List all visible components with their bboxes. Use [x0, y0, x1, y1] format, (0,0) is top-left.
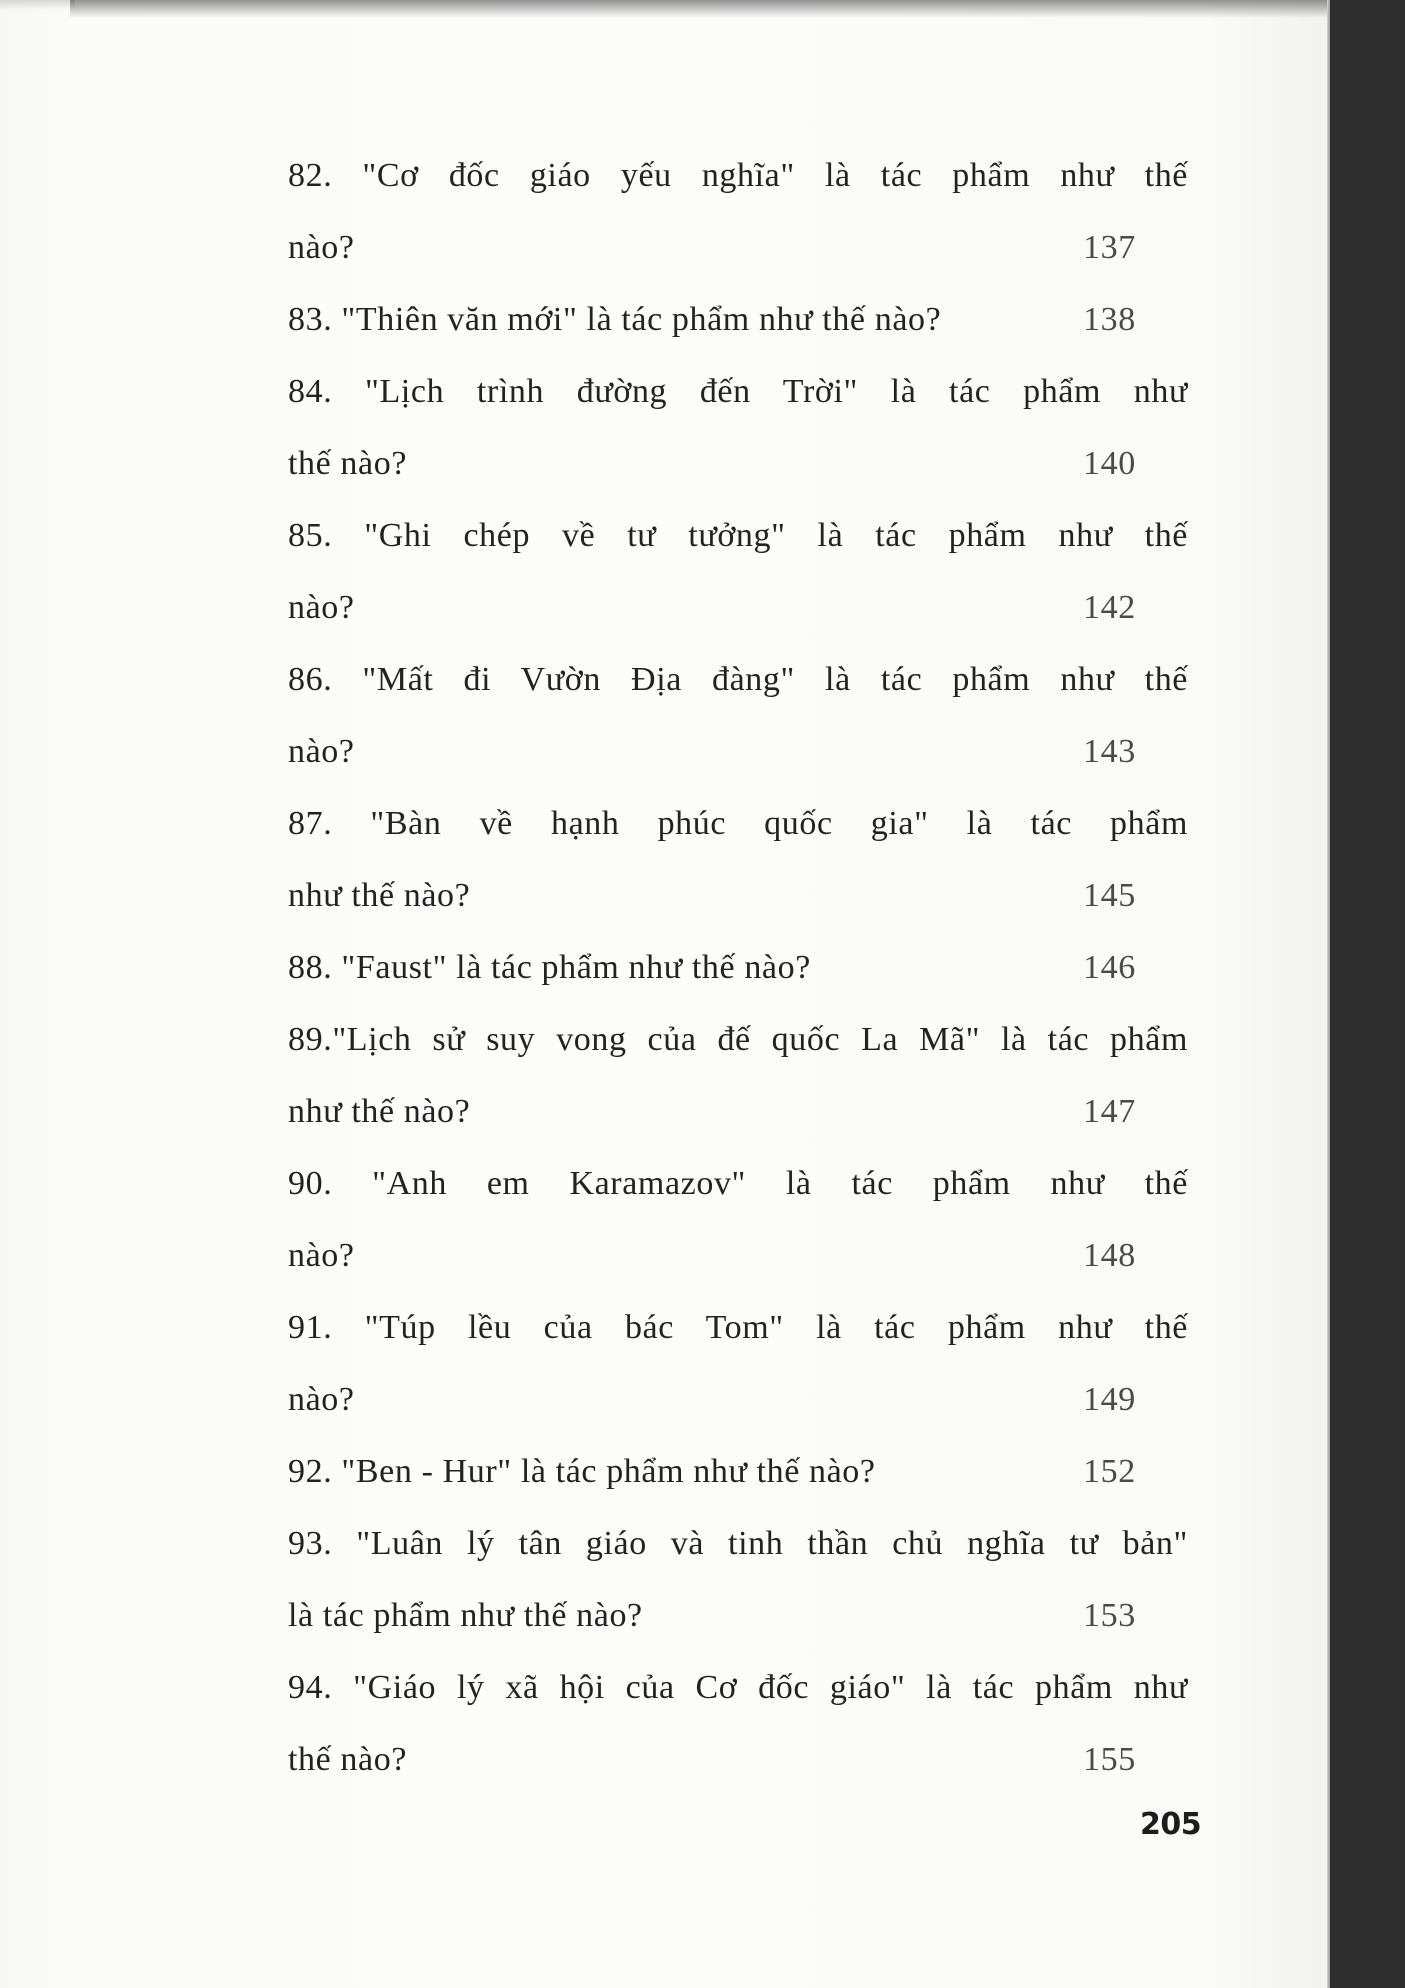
- entry-title: "Túp lều của bác Tom" là tác phẩm như thế: [364, 1309, 1188, 1346]
- entry-title: "Giáo lý xã hội của Cơ đốc giáo" là tác phẩm như: [353, 1669, 1188, 1706]
- entry-title: "Bàn về hạnh phúc quốc gia" là tác phẩm: [370, 805, 1188, 842]
- entry-title-continued: thế nào?: [288, 1741, 408, 1778]
- entry-title-continued: là tác phẩm như thế nào?: [288, 1597, 643, 1634]
- entry-title-continued: thế nào?: [288, 445, 408, 482]
- toc-entry-84-line2: [288, 428, 1188, 500]
- toc-entry-94-line2: [288, 1724, 1188, 1796]
- entry-title-continued: nào?: [288, 733, 355, 770]
- toc-entry-93-line2: [288, 1580, 1188, 1652]
- entry-title: "Mất đi Vườn Địa đàng" là tác phẩm như thế: [362, 661, 1188, 698]
- entry-title: "Cơ đốc giáo yếu nghĩa" là tác phẩm như thế: [362, 157, 1188, 194]
- toc-entry-85-line2: [288, 572, 1188, 644]
- entry-number: 88.: [288, 949, 333, 986]
- entry-title: "Thiên văn mới" là tác phẩm như thế nào?: [341, 301, 942, 338]
- toc-entry-85-line1: [288, 500, 1188, 572]
- entry-title-continued: nào?: [288, 1381, 355, 1418]
- entry-title: "Ghi chép về tư tưởng" là tác phẩm như thế: [364, 517, 1188, 554]
- toc-entry-86-line1: [288, 644, 1188, 716]
- toc-entry-87-line1: [288, 788, 1188, 860]
- entry-page-number: 149: [1083, 1381, 1136, 1418]
- toc-entry-83: [288, 284, 1188, 356]
- entry-title: "Lịch trình đường đến Trời" là tác phẩm như: [365, 373, 1188, 410]
- entry-title-continued: nào?: [288, 229, 355, 266]
- entry-number: 87.: [288, 805, 333, 842]
- toc-entry-89-line1: [288, 1004, 1188, 1076]
- entry-title-continued: như thế nào?: [288, 877, 471, 914]
- entry-number: 94.: [288, 1669, 333, 1706]
- entry-number: 91.: [288, 1309, 333, 1346]
- entry-number: 93.: [288, 1525, 333, 1562]
- entry-title: "Luân lý tân giáo và tinh thần chủ nghĩa tư bản": [356, 1525, 1188, 1562]
- top-shadow: [70, 0, 1332, 18]
- entry-number: 84.: [288, 373, 333, 410]
- entry-page-number: 142: [1083, 589, 1136, 626]
- entry-title-continued: nào?: [288, 589, 355, 626]
- entry-page-number: 138: [1083, 301, 1136, 338]
- entry-title: "Faust" là tác phẩm như thế nào?: [341, 949, 811, 986]
- entry-title: "Ben - Hur" là tác phẩm như thế nào?: [341, 1453, 876, 1490]
- table-of-contents: [288, 140, 1188, 1796]
- entry-title-continued: nào?: [288, 1237, 355, 1274]
- entry-page-number: 148: [1083, 1237, 1136, 1274]
- entry-number: 82.: [288, 157, 333, 194]
- top-shadow-left: [0, 0, 75, 10]
- toc-entry-82-line1: [288, 140, 1188, 212]
- toc-entry-84-line1: [288, 356, 1188, 428]
- toc-entry-93-line1: [288, 1508, 1188, 1580]
- entry-page-number: 140: [1083, 445, 1136, 482]
- entry-number: 89.: [288, 1021, 333, 1058]
- entry-title: "Lịch sử suy vong của đế quốc La Mã" là tác phẩm: [332, 1021, 1188, 1058]
- toc-entry-89-line2: [288, 1076, 1188, 1148]
- entry-title: "Anh em Karamazov" là tác phẩm như thế: [372, 1165, 1188, 1202]
- entry-number: 83.: [288, 301, 333, 338]
- entry-page-number: 145: [1083, 877, 1136, 914]
- entry-page-number: 147: [1083, 1093, 1136, 1130]
- entry-title-continued: như thế nào?: [288, 1093, 471, 1130]
- entry-number: 86.: [288, 661, 333, 698]
- entry-page-number: 146: [1083, 949, 1136, 986]
- scan-background-edge: [1330, 0, 1405, 1988]
- page-number: 205: [1140, 1807, 1202, 1842]
- toc-entry-90-line2: [288, 1220, 1188, 1292]
- toc-entry-90-line1: [288, 1148, 1188, 1220]
- toc-entry-92: [288, 1436, 1188, 1508]
- entry-page-number: 152: [1083, 1453, 1136, 1490]
- toc-entry-82-line2: [288, 212, 1188, 284]
- entry-number: 90.: [288, 1165, 333, 1202]
- toc-entry-94-line1: [288, 1652, 1188, 1724]
- entry-number: 92.: [288, 1453, 333, 1490]
- entry-page-number: 153: [1083, 1597, 1136, 1634]
- toc-entry-87-line2: [288, 860, 1188, 932]
- toc-entry-91-line1: [288, 1292, 1188, 1364]
- toc-entry-88: [288, 932, 1188, 1004]
- toc-entry-91-line2: [288, 1364, 1188, 1436]
- toc-entry-86-line2: [288, 716, 1188, 788]
- entry-page-number: 155: [1083, 1741, 1136, 1778]
- entry-page-number: 143: [1083, 733, 1136, 770]
- entry-page-number: 137: [1083, 229, 1136, 266]
- entry-number: 85.: [288, 517, 333, 554]
